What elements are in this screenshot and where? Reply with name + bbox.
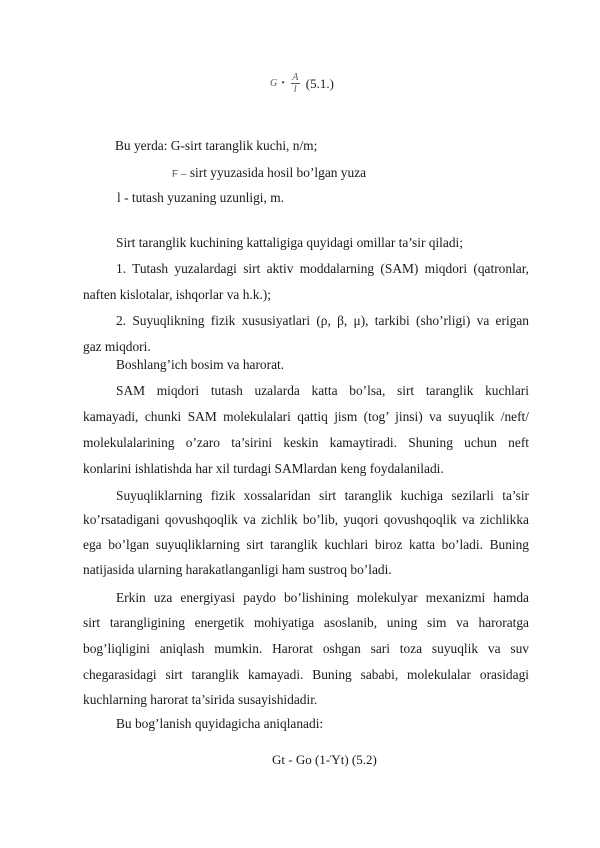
paragraph-line-17: bog’liqligini aniqlash mumkin. Harorat oshgan sari toza suyuqlik va suv (83, 641, 529, 656)
paragraph-line-15: Erkin uza energiyasi paydo bo’lishining molekulyar mexanizmi hamda (116, 590, 529, 605)
formula-dot: • (281, 78, 285, 89)
paragraph-line-13: ega bo’lgan suyuqliklarning sirt taranglik kuchlari biroz katta bo’ladi. Buning (83, 537, 529, 552)
legend-line-2 (172, 165, 366, 181)
paragraph-line-11: Suyuqliklarning fizik xossalaridan sirt taranglik kuchiga sezilarli ta’sir (116, 488, 529, 503)
paragraph-line-20: Bu bog’lanish quyidagicha aniqlanadi: (116, 716, 324, 731)
paragraph-line-6: Boshlang’ich bosim va harorat. (116, 357, 285, 372)
paragraph-line-7: SAM miqdori tutash uzalarda katta bo’lsa, sirt taranglik kuchlari (116, 383, 529, 398)
formula-symbol-g: G (270, 78, 278, 89)
legend-line-2-text: sirt yyuzasida hosil bo’lgan yuza (189, 165, 367, 180)
paragraph-line-9: molekulalarining o’zaro ta’sirini keskin kamaytiradi. Shuning uchun neft (83, 435, 529, 450)
legend-line-3: l - tutash yuzaning uzunligi, m. (117, 190, 284, 205)
paragraph-line-2: 1. Tutash yuzalardagi sirt aktiv moddalarning (SAM) miqdori (qatronlar, (116, 261, 529, 276)
paragraph-line-8: kamayadi, chunki SAM molekulalari qattiq jism (tog’ jinsi) va suyuqlik /neft/ (83, 409, 529, 424)
fraction-numerator: A (292, 72, 299, 83)
paragraph-line-14: natijasida ularning harakatlanganligi ham sustroq bo’ladi. (83, 562, 392, 577)
paragraph-line-19: kuchlarning harorat ta’sirida susayishidadir. (83, 692, 318, 707)
paragraph-line-16: sirt tarangligining energetik mohiyatiga asoslanib, uning sim va haroratga (83, 615, 529, 630)
paragraph-line-10: konlarini ishlatishda har xil turdagi SAMlardan keng foydalaniladi. (83, 461, 444, 476)
paragraph-line-4: 2. Suyuqlikning fizik xususiyatlari (ρ, β, μ), tarkibi (sho’rligi) va erigan (116, 313, 529, 328)
formula-number: (5.1.) (305, 75, 334, 91)
paragraph-line-18: chegarasidagi sirt taranglik kamayadi. Buning sababi, molekulalar orasidagi (83, 667, 529, 682)
formula-5-2: Gt - Go (1-Ύt) (5.2) (272, 752, 377, 767)
legend-symbol-f: F – (172, 169, 187, 180)
formula-fraction (291, 72, 300, 95)
formula-5-1 (270, 72, 334, 95)
paragraph-line-12: ko’rsatadigani qovushqoqlik va zichlik bo’lib, yuqori qovushqoqlik va zichlikka (83, 512, 529, 527)
paragraph-line-5: gaz miqdori. (83, 339, 151, 354)
paragraph-line-3: naften kislotalar, ishqorlar va h.k.); (83, 287, 271, 302)
fraction-denominator: l (293, 84, 297, 95)
paragraph-line-1: Sirt taranglik kuchining kattaligiga quyidagi omillar ta’sir qiladi; (116, 235, 463, 250)
legend-line-1: Bu yerda: G-sirt taranglik kuchi, n/m; (115, 138, 318, 153)
